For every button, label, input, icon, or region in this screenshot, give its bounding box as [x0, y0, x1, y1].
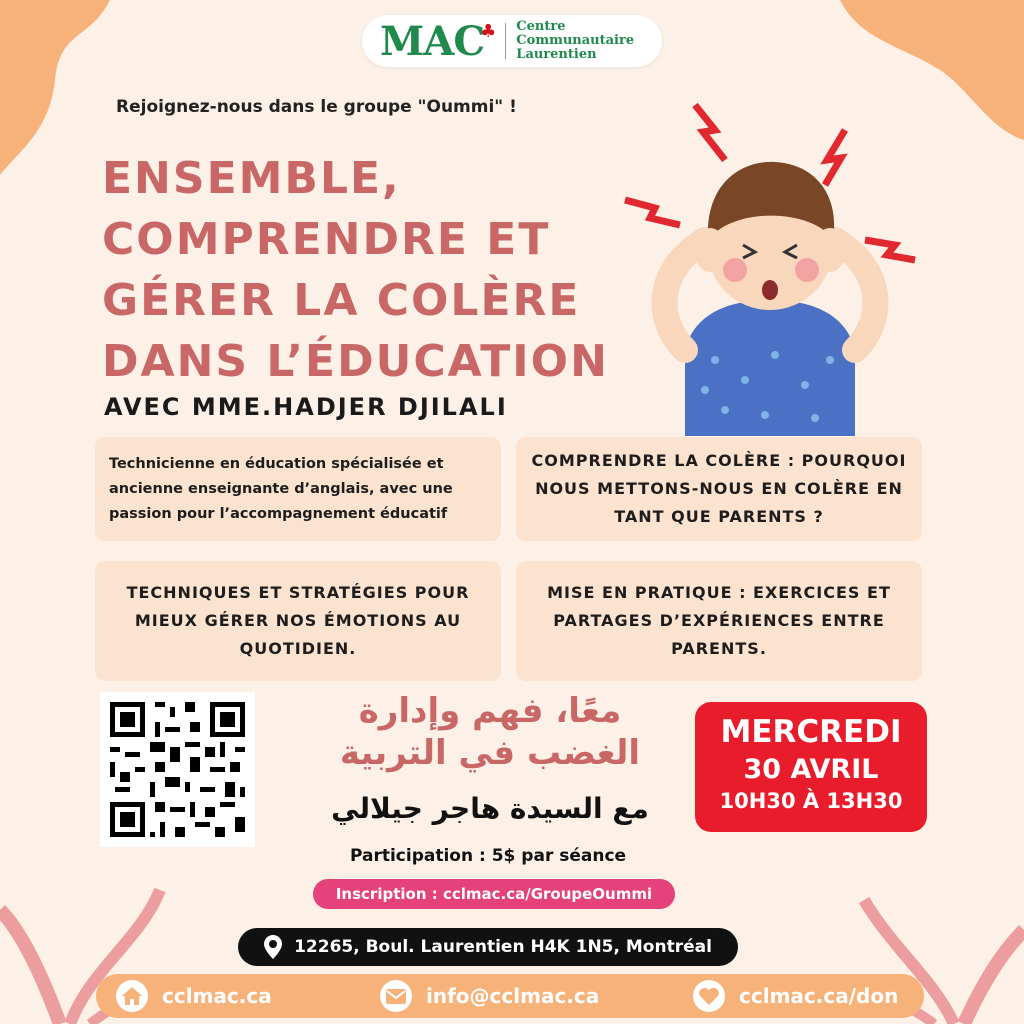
location-pin-icon [264, 935, 282, 959]
logo-divider [505, 23, 506, 59]
child-illustration [615, 100, 925, 436]
card-line: QUOTIDIEN. [239, 639, 357, 658]
event-title [102, 148, 662, 392]
inscription-link[interactable]: Inscription : cclmac.ca/GroupeOummi [313, 879, 675, 909]
topic-card-understand [516, 437, 922, 541]
footer-bar [96, 974, 924, 1018]
title-line: COMPRENDRE ET [102, 214, 551, 265]
address-bar [238, 928, 738, 966]
footer-donate[interactable] [693, 974, 898, 1018]
topic-card-practice [516, 561, 922, 681]
logo-line: Communautaire [516, 33, 635, 48]
event-date: 30 AVRIL [743, 754, 879, 785]
card-line: COMPRENDRE LA COLÈRE : POURQUOI [531, 451, 907, 470]
bio-line: passion pour l’accompagnement éducatif [109, 505, 448, 522]
card-line: MIEUX GÉRER NOS ÉMOTIONS AU [134, 611, 462, 630]
logo-text [516, 20, 634, 62]
date-box [695, 702, 927, 832]
footer-email[interactable] [380, 974, 599, 1018]
logo-line: Centre [516, 19, 566, 34]
logo [362, 15, 662, 67]
bio-line: ancienne enseignante d’anglais, avec une [109, 480, 453, 497]
maple-leaf-icon: ♣ [480, 20, 496, 42]
card-line: TANT QUE PARENTS ? [614, 507, 824, 526]
speaker-bio-card [95, 437, 501, 541]
participation-price: Participation : 5$ par séance [350, 846, 627, 866]
footer-website[interactable] [116, 974, 272, 1018]
footer-donate-label: cclmac.ca/don [739, 984, 899, 1008]
heart-icon [693, 980, 725, 1012]
mail-icon [380, 980, 412, 1012]
title-line: DANS L’ÉDUCATION [102, 336, 609, 387]
bio-line: Technicienne en éducation spécialisée et [109, 455, 444, 472]
event-day: MERCREDI [720, 714, 902, 750]
card-line: PARENTS. [671, 639, 767, 658]
join-heading: Rejoignez-nous dans le groupe "Oummi" ! [116, 97, 517, 117]
logo-line: Laurentien [516, 47, 597, 62]
arabic-speaker: مع السيدة هاجر جيلالي [331, 792, 649, 825]
arabic-title [290, 690, 690, 774]
speaker-name: AVEC MME.HADJER DJILALI [104, 393, 508, 421]
qr-code[interactable] [100, 692, 255, 847]
home-icon [116, 980, 148, 1012]
address-text: 12265, Boul. Laurentien H4K 1N5, Montréal [294, 937, 712, 957]
card-line: PARTAGES D’EXPÉRIENCES ENTRE [553, 611, 885, 630]
title-line: ENSEMBLE, [102, 153, 401, 204]
event-time: 10H30 À 13H30 [719, 789, 903, 813]
title-line: GÉRER LA COLÈRE [102, 275, 581, 326]
topic-card-techniques [95, 561, 501, 681]
footer-website-label: cclmac.ca [162, 984, 272, 1008]
card-line: NOUS METTONS-NOUS EN COLÈRE EN [535, 479, 903, 498]
card-line: TECHNIQUES ET STRATÉGIES POUR [126, 583, 470, 602]
logo-mac: MAC ♣ [380, 17, 496, 65]
footer-email-label: info@cclmac.ca [426, 984, 600, 1008]
arabic-title-line: الغضب في التربية [339, 733, 641, 773]
arabic-title-line: معًا، فهم وإدارة [358, 691, 622, 731]
card-line: MISE EN PRATIQUE : EXERCICES ET [547, 583, 891, 602]
